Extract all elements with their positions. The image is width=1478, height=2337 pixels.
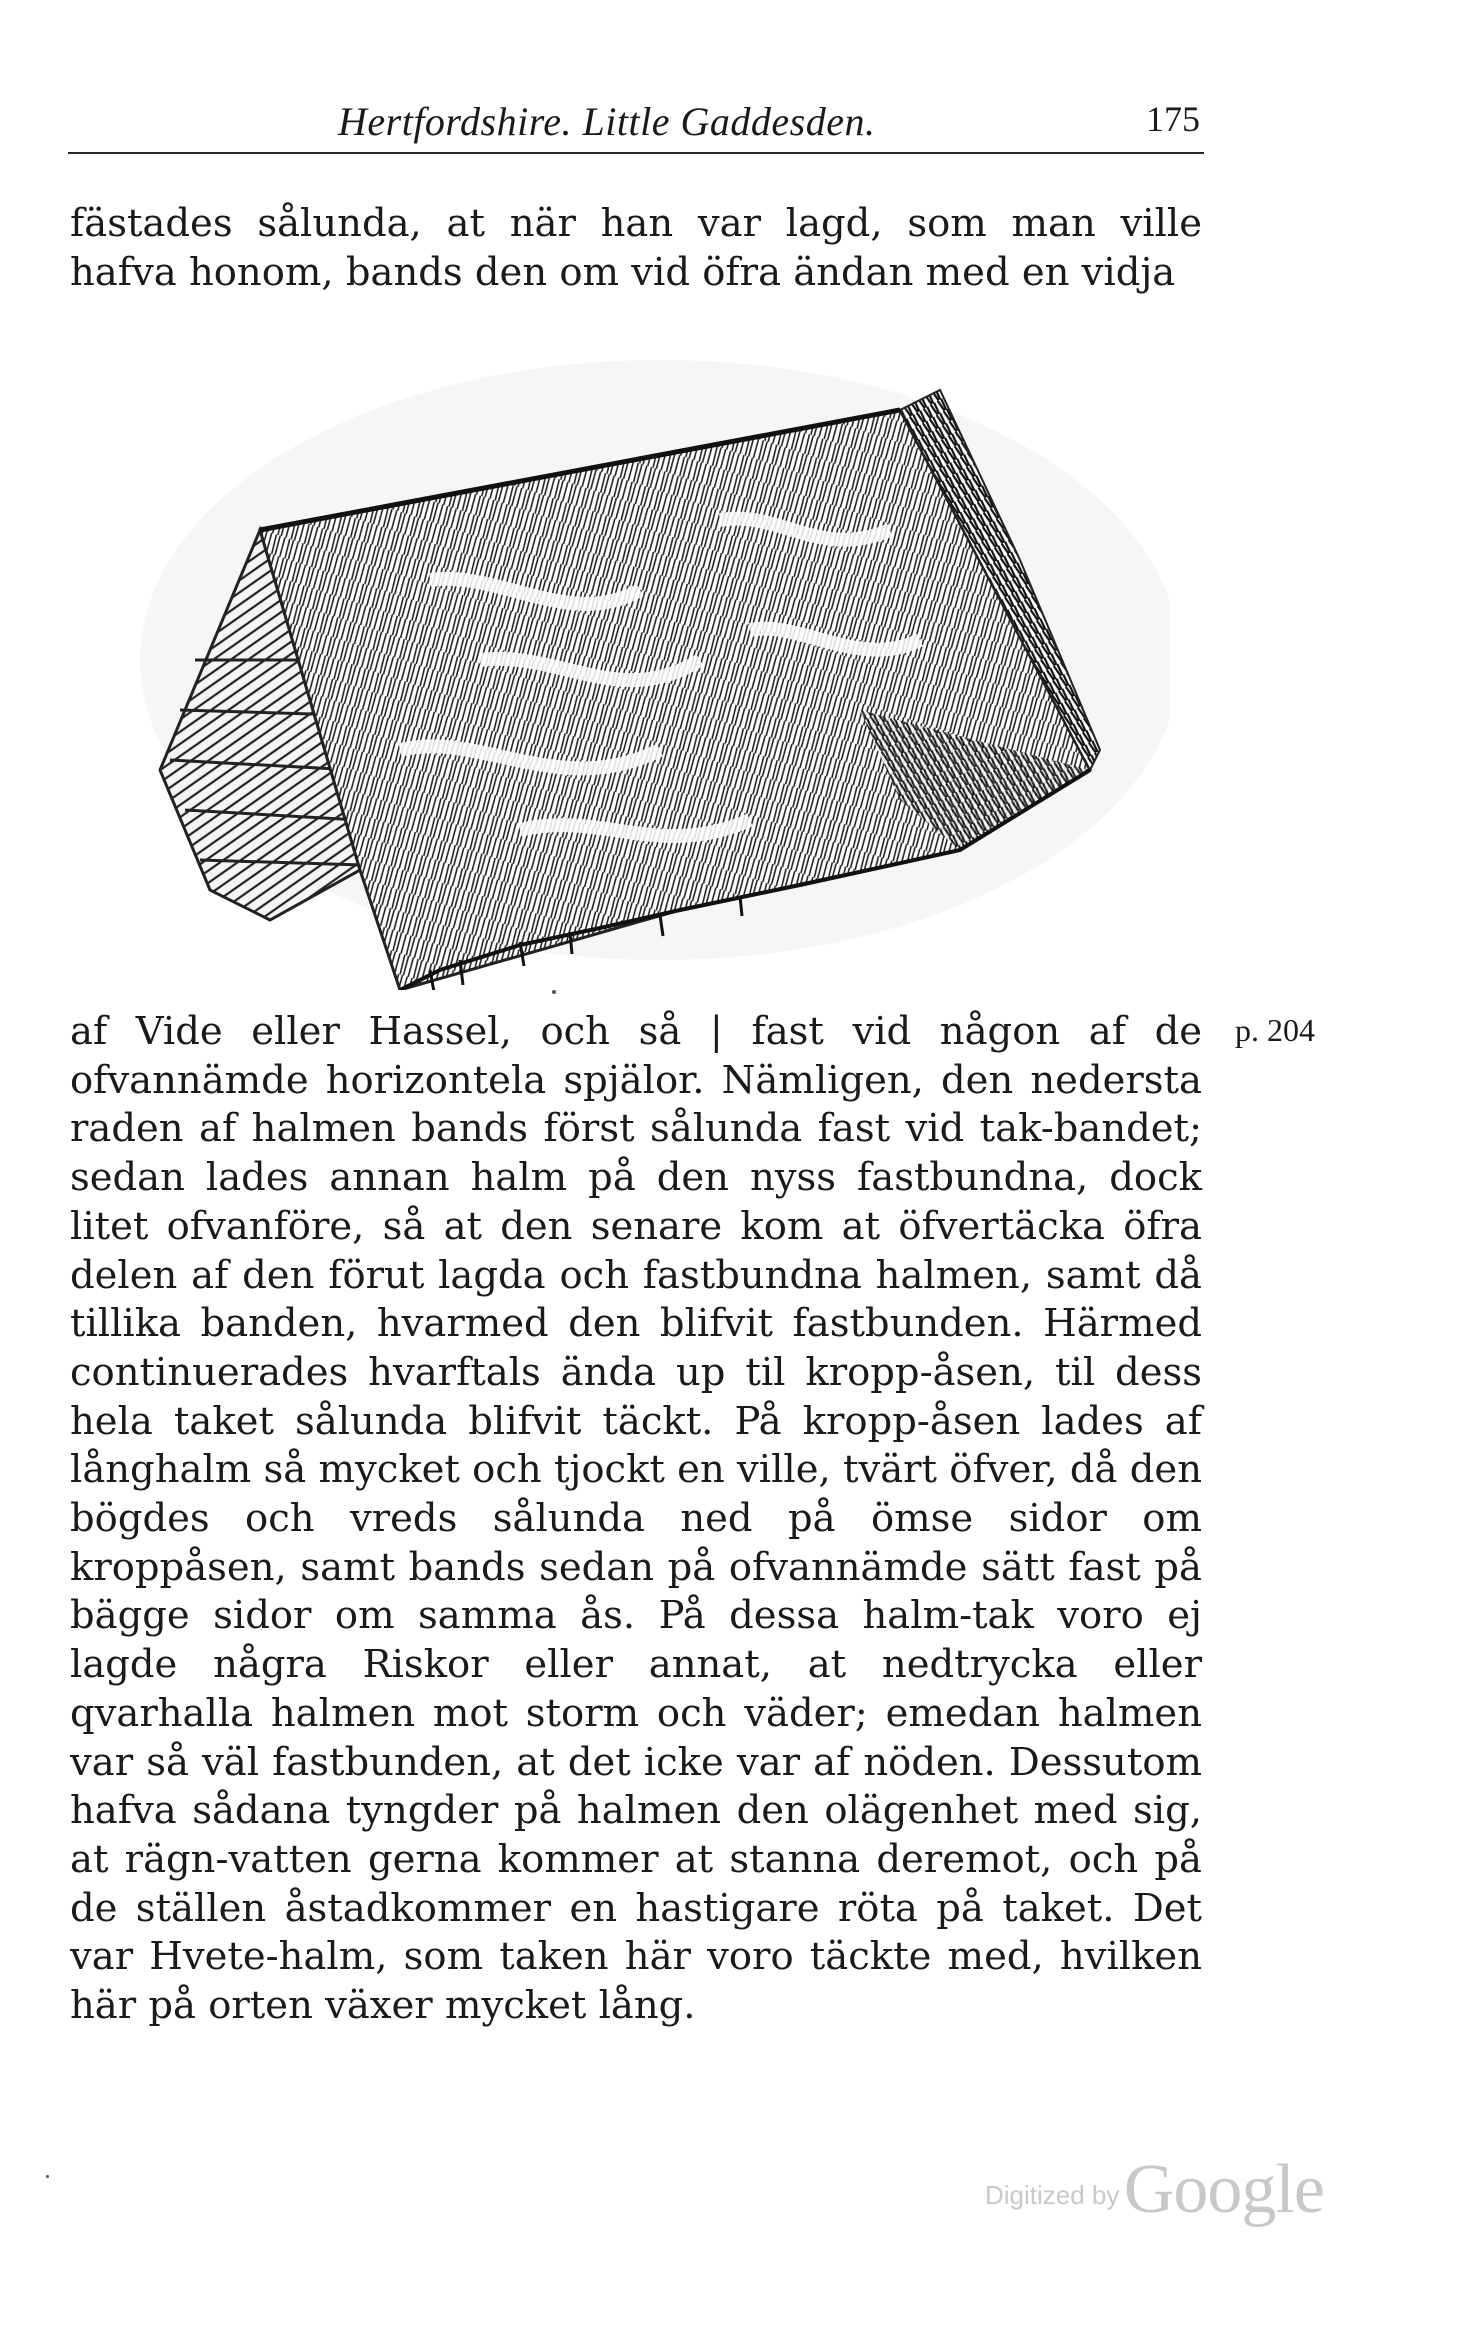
page-number: 175 xyxy=(1146,99,1200,139)
header-rule xyxy=(68,152,1204,154)
paragraph-top: fästades sålunda, at när han var lagd, som man ville hafva honom, bands den om vid öfra ändan med en vidja xyxy=(70,201,1202,295)
scan-speck xyxy=(552,990,556,994)
google-logo: Google xyxy=(1123,2151,1324,2228)
running-head: Hertfordshire. Little Gaddesden. xyxy=(338,99,876,144)
paragraph-bottom: af Vide eller Hassel, och så | fast vid någon af de ofvannämde horizontela spjälor. Nämligen, den nedersta raden af halmen bands först sålunda fast vid tak-bandet; sedan lades annan halm på den nyss fastbundna, dock litet ofvanföre, så at den senare kom at öfvertäcka öfra delen af den förut lagda och fastbundna halmen, samt då tillika banden, hvarmed den blifvit fastbunden. Härmed continuerades hvarftals ända up til kropp-åsen, til dess hela taket sålunda blifvit täckt. På kropp-åsen lades af långhalm så mycket och tjockt en ville, tvärt öfver, då den bögdes och vreds sålunda ned på ömse sidor om kroppåsen, samt bands sedan på ofvannämde sätt fast på bägge sidor om samma ås. På dessa halm-tak voro ej lagde några Riskor eller annat, at nedtrycka eller qvarhalla halmen mot storm och väder; emedan halmen var så väl fastbunden, at det icke var af nöden. Dessutom hafva sådana tyngder på halmen den olägenhet med sig, at rägn-vatten gerna kommer at stanna deremot, och på de ställen åstadkommer en hastigare röta på taket. Det var Hvete-halm, som taken här voro täckte med, hvilken här på orten växer mycket lång. xyxy=(70,1009,1202,2029)
thatched-roof-illustration-icon xyxy=(100,330,1170,990)
digitized-watermark xyxy=(985,2150,1324,2230)
watermark-prefix: Digitized by xyxy=(985,2180,1120,2210)
page-header xyxy=(70,92,1200,152)
margin-page-reference: p. 204 xyxy=(1235,1012,1315,1048)
scan-speck xyxy=(46,2175,49,2178)
